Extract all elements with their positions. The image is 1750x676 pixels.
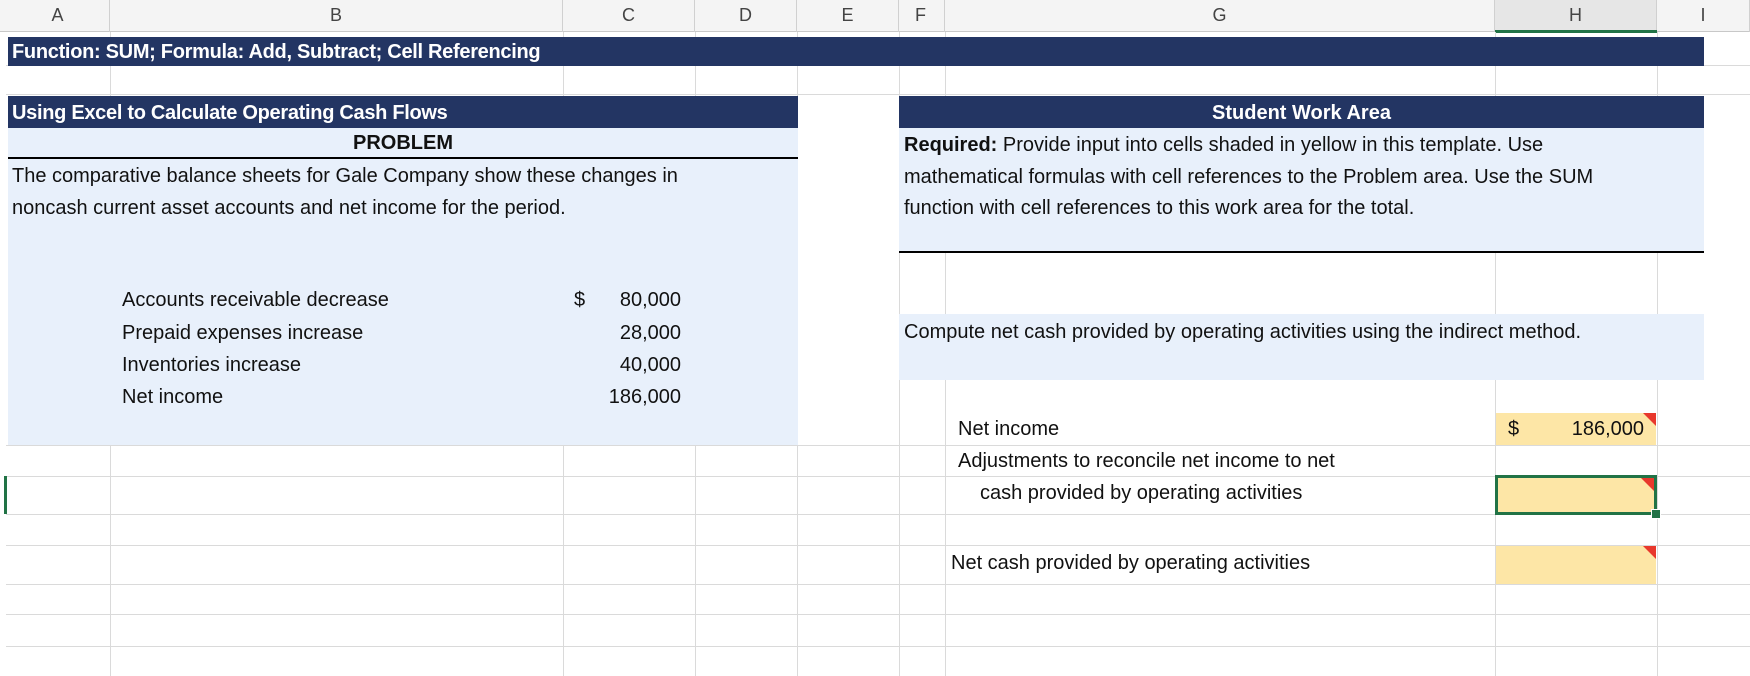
adjustments-label-line2: cash provided by operating activities xyxy=(980,482,1303,504)
column-header-bar xyxy=(0,0,1750,32)
required-label: Required: xyxy=(904,134,998,156)
gridline xyxy=(6,584,1750,585)
adjustments-label-line1: Adjustments to reconcile net income to net xyxy=(958,450,1335,472)
net-income-label: Net income xyxy=(958,418,1060,440)
gridline xyxy=(6,545,1750,546)
problem-divider xyxy=(8,157,798,159)
item-label-net-income: Net income xyxy=(122,386,224,408)
column-header-b[interactable]: B xyxy=(110,0,563,32)
item-value-prepaid-expenses: 28,000 xyxy=(619,322,681,344)
net-income-value: 186,000 xyxy=(1571,418,1644,440)
required-line3: function with cell references to this work area for the total. xyxy=(904,197,1415,219)
fill-handle[interactable] xyxy=(1651,509,1661,519)
required-divider xyxy=(899,251,1704,253)
column-header-e[interactable]: E xyxy=(797,0,899,32)
selected-column-indicator xyxy=(1495,30,1657,33)
gridline xyxy=(6,94,1750,95)
gridline xyxy=(6,514,1750,515)
column-header-i[interactable]: I xyxy=(1657,0,1750,32)
item-value-inventories: 40,000 xyxy=(619,354,681,376)
net-income-cell[interactable] xyxy=(1496,413,1656,445)
problem-description-line2: noncash current asset accounts and net income for the period. xyxy=(12,197,566,219)
gridline xyxy=(6,614,1750,615)
left-panel-header xyxy=(8,96,798,128)
item-label-inventories: Inventories increase xyxy=(122,354,301,376)
gridline xyxy=(6,646,1750,647)
title-text: Function: SUM; Formula: Add, Subtract; Cell Referencing xyxy=(12,41,541,63)
compute-instruction-text: Compute net cash provided by operating activities using the indirect method. xyxy=(904,321,1582,343)
column-header-d[interactable]: D xyxy=(695,0,797,32)
net-income-currency: $ xyxy=(1508,418,1520,440)
right-panel-header xyxy=(899,96,1704,128)
column-header-a[interactable]: A xyxy=(6,0,110,32)
adjustments-input-cell[interactable] xyxy=(1495,475,1657,515)
gridline xyxy=(6,445,1750,446)
right-panel-header-text: Student Work Area xyxy=(1212,102,1391,124)
net-cash-label: Net cash provided by operating activities xyxy=(951,552,1311,574)
problem-label: PROBLEM xyxy=(353,132,453,154)
row-selection-indicator xyxy=(4,476,7,514)
column-header-f[interactable]: F xyxy=(899,0,945,32)
column-header-h[interactable]: H xyxy=(1495,0,1657,32)
item-value-accounts-receivable: 80,000 xyxy=(619,289,681,311)
required-line2: mathematical formulas with cell references to the Problem area. Use the SUM xyxy=(904,166,1594,188)
comment-indicator-icon[interactable] xyxy=(1641,478,1654,491)
item-label-accounts-receivable: Accounts receivable decrease xyxy=(122,289,389,311)
comment-indicator-icon[interactable] xyxy=(1643,413,1656,426)
item-label-prepaid-expenses: Prepaid expenses increase xyxy=(122,322,364,344)
item-value-net-income: 186,000 xyxy=(608,386,681,408)
column-header-g[interactable]: G xyxy=(945,0,1495,32)
comment-indicator-icon[interactable] xyxy=(1643,546,1656,559)
problem-description-line1: The comparative balance sheets for Gale Company show these changes in xyxy=(12,165,678,187)
gridline xyxy=(6,476,1750,477)
left-panel-header-text: Using Excel to Calculate Operating Cash Flows xyxy=(12,102,448,124)
item-currency-symbol: $ xyxy=(574,289,586,311)
net-cash-input-cell[interactable] xyxy=(1496,546,1656,584)
column-header-c[interactable]: C xyxy=(563,0,695,32)
required-line1 xyxy=(904,133,1543,157)
title-bar xyxy=(8,37,1704,66)
required-line1-text: Provide input into cells shaded in yellow in this template. Use xyxy=(997,134,1544,156)
